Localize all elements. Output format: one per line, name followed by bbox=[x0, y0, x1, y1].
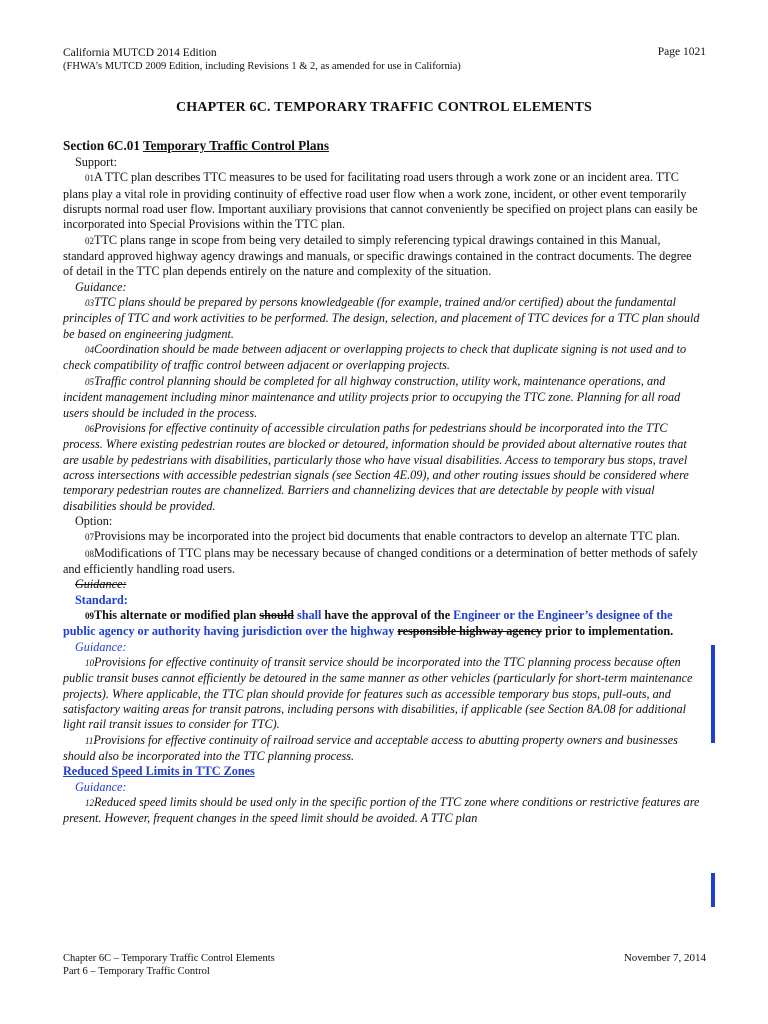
inserted-text: Engineer or the Engineer’s designee of the public agency or authority having jurisdiction over the highway bbox=[63, 607, 673, 639]
guidance-label-revised: Guidance: bbox=[75, 639, 127, 654]
chapter-title: CHAPTER 6C. TEMPORARY TRAFFIC CONTROL ELEMENTS bbox=[175, 100, 593, 115]
footer-part: Part 6 – Temporary Traffic Control bbox=[63, 966, 210, 977]
para-number: 02 bbox=[85, 235, 94, 246]
para-text: Provisions for effective continuity of railroad service and acceptable access to abutting property owners and businesses should also be incorporated into the TTC planning process. bbox=[63, 732, 678, 764]
support-label: Support: bbox=[75, 155, 117, 169]
guidance-label-revised: Guidance: bbox=[75, 779, 127, 794]
paragraph-07 bbox=[63, 529, 703, 545]
para-text: TTC plans range in scope from being very detailed to simply referencing typical drawings contained in this Manual, standard approved highway agency drawings and manuals, or specific drawings contained in the contract documents. The degree of detail in the TTC plan depends entirely on the nature and complexity of the situation. bbox=[63, 232, 692, 279]
para-number: 04 bbox=[85, 345, 94, 356]
header-subtitle: (FHWA’s MUTCD 2009 Edition, including Revisions 1 & 2, as amended for use in California) bbox=[63, 61, 461, 72]
document-body bbox=[63, 138, 703, 827]
para-text: Coordination should be made between adjacent or overlapping projects to check that duplicate signing is not used and to check compatibility of traffic control between adjacent or overlapping projects. bbox=[63, 342, 687, 373]
para-text: Traffic control planning should be completed for all highway construction, utility work, maintenance operations, and incident management including minor maintenance and utility projects prior to occupying the TTC zone. Planning for all road users should be included in the process. bbox=[63, 373, 681, 420]
para-text: Reduced speed limits should be used only in the specific portion of the TTC zone where conditions or restrictive features are present. However, frequent changes in the speed limit should be avoided. A TTC plan bbox=[63, 795, 700, 826]
para-text: This alternate or modified plan bbox=[94, 607, 260, 622]
paragraph-10 bbox=[63, 655, 703, 733]
para-text: Provisions for effective continuity of transit service should be incorporated into the TTC planning process because often public transit buses cannot efficiently be detoured in the same manner as other vehicles (particularly for short-term maintenance projects). Where applicable, the TTC plan should provide for features such as accessible temporary bus stops, pull-outs, and satisfactory waiting areas for transit patrons, including persons with disabilities, if applicable (see Section 8A.08 for additional light rail transit issues to consider for TTC). bbox=[63, 655, 693, 732]
para-text: TTC plans should be prepared by persons knowledgeable (for example, trained and/or certified) about the fundamental principles of TTC and work activities to be performed. The design, selection, and placement of TTC devices for a TTC plan should be based on engineering judgment. bbox=[63, 295, 700, 341]
para-number: 10 bbox=[85, 658, 94, 668]
paragraph-05 bbox=[63, 374, 703, 421]
para-number: 09 bbox=[85, 610, 94, 621]
section-number: Section 6C.01 bbox=[63, 138, 140, 153]
inserted-text: shall bbox=[296, 607, 322, 622]
section-heading bbox=[63, 138, 703, 154]
revision-bar bbox=[711, 873, 715, 907]
para-number: 07 bbox=[85, 532, 94, 543]
revision-bar bbox=[711, 645, 715, 743]
paragraph-02 bbox=[63, 233, 703, 280]
para-number: 06 bbox=[85, 423, 94, 434]
footer-chapter: Chapter 6C – Temporary Traffic Control Elements bbox=[63, 953, 275, 964]
deleted-text: responsible highway agency bbox=[397, 624, 543, 639]
section-title: Temporary Traffic Control Plans bbox=[143, 138, 329, 153]
para-text: have the approval of the bbox=[321, 607, 454, 622]
page-number: Page 1021 bbox=[657, 46, 706, 58]
paragraph-12 bbox=[63, 795, 703, 827]
para-number: 12 bbox=[85, 798, 94, 809]
para-text: A TTC plan describes TTC measures to be used for facilitating road users through a work zone or an incident area. TTC plans play a vital role in providing continuity of effective road user flow when a work zone, incident, or other event temporarily disrupts normal road user flow. Important auxiliary provisions that cannot conveniently be specified on project plans can easily be incorporated into Special Provisions within the TTC plan. bbox=[63, 170, 698, 232]
para-number: 05 bbox=[85, 376, 94, 387]
guidance-label-deleted: Guidance: bbox=[75, 577, 127, 592]
para-text: prior to implementation. bbox=[542, 624, 674, 639]
subsection-heading: Reduced Speed Limits in TTC Zones bbox=[63, 764, 255, 779]
guidance-label: Guidance: bbox=[75, 279, 127, 294]
para-text: Modifications of TTC plans may be necessary because of changed conditions or a determination of better methods of safely and efficiently handling road users. bbox=[63, 545, 698, 576]
paragraph-04 bbox=[63, 342, 703, 374]
para-text: Provisions may be incorporated into the project bid documents that enable contractors to develop an alternate TTC plan. bbox=[94, 529, 680, 544]
paragraph-06 bbox=[63, 421, 703, 514]
paragraph-03 bbox=[63, 295, 703, 342]
para-number: 08 bbox=[85, 548, 94, 559]
para-text: Provisions for effective continuity of accessible circulation paths for pedestrians should be incorporated into the TTC process. Where existing pedestrian routes are blocked or detoured, information should be provided about alternative routes that are usable by pedestrians with disabilities, particularly those who have visual disabilities. Access to temporary bus stops, travel across intersections with accessible pedestrian signals (see Section 4E.09), and other routing issues should be considered where temporary pedestrian routes are channelized. Barriers and channelizing devices that are detectable by people with visual disabilities should be provided. bbox=[63, 420, 689, 513]
standard-label: Standard: bbox=[75, 592, 128, 607]
header-title: California MUTCD 2014 Edition bbox=[63, 47, 217, 59]
paragraph-09 bbox=[63, 608, 703, 640]
paragraph-01 bbox=[63, 170, 703, 232]
option-label: Option: bbox=[75, 513, 113, 528]
para-number: 01 bbox=[85, 173, 94, 184]
para-number: 11 bbox=[85, 735, 94, 746]
paragraph-08 bbox=[63, 546, 703, 578]
paragraph-11 bbox=[63, 733, 703, 765]
deleted-text: should bbox=[259, 607, 294, 622]
footer-date: November 7, 2014 bbox=[623, 952, 706, 964]
para-number: 03 bbox=[85, 298, 94, 309]
